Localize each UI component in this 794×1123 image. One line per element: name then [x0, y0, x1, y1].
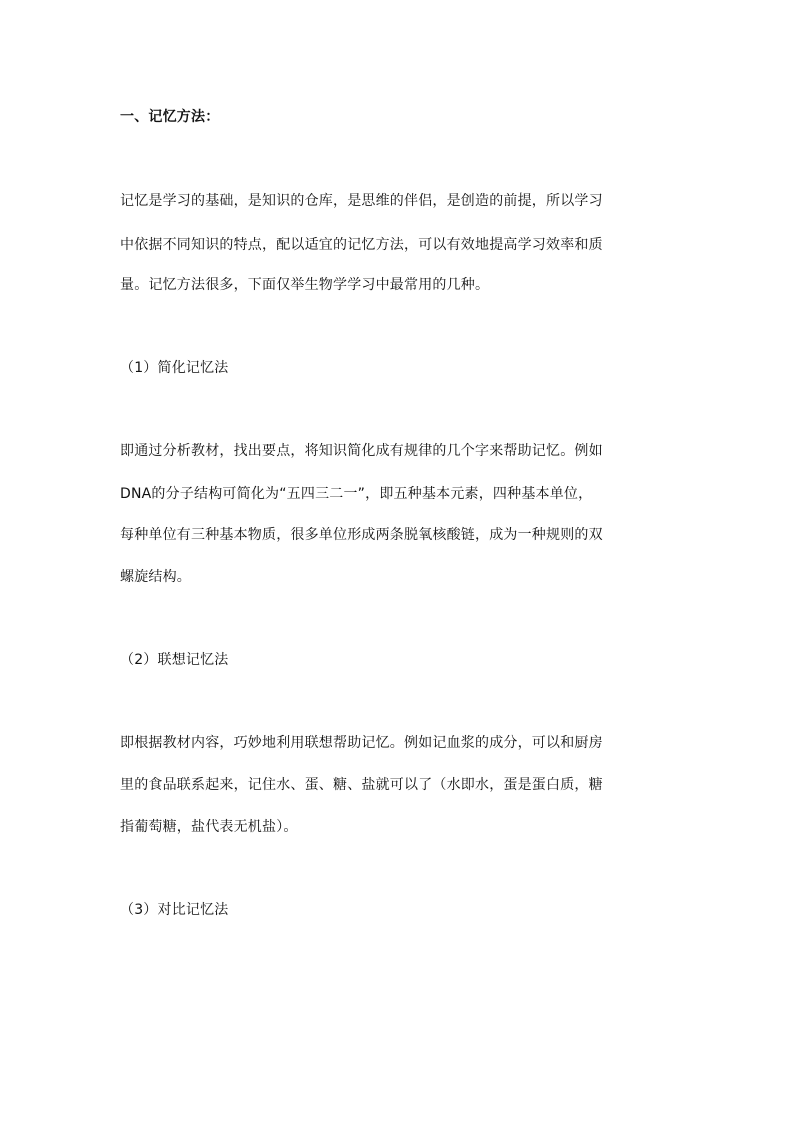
subsection-title-association: （2）联想记忆法 — [120, 652, 229, 668]
association-line-2: 里的食品联系起来，记住水、蛋、糖、盐就可以了（水即水，蛋是蛋白质，糖 — [120, 777, 603, 793]
association-line-1: 即根据教材内容，巧妙地利用联想帮助记忆。例如记血浆的成分，可以和厨房 — [120, 735, 603, 751]
intro-line-2: 中依据不同知识的特点，配以适宜的记忆方法，可以有效地提高学习效率和质 — [120, 237, 603, 253]
association-line-3: 指葡萄糖，盐代表无机盐）。 — [120, 819, 298, 835]
intro-line-3: 量。记忆方法很多，下面仅举生物学学习中最常用的几种。 — [120, 277, 490, 293]
subsection-title-contrast: （3）对比记忆法 — [120, 902, 229, 918]
simplify-line-3: 每种单位有三种基本物质，很多单位形成两条脱氧核酸链，成为一种规则的双 — [120, 527, 603, 543]
subsection-title-simplify: （1）简化记忆法 — [120, 360, 229, 376]
intro-line-1: 记忆是学习的基础，是知识的仓库，是思维的伴侣，是创造的前提，所以学习 — [120, 193, 603, 209]
simplify-line-1: 即通过分析教材，找出要点，将知识简化成有规律的几个字来帮助记忆。例如 — [120, 443, 603, 459]
section-heading: 一、记忆方法： — [120, 109, 220, 125]
simplify-line-2: DNA的分子结构可简化为“五四三二一”，即五种基本元素，四种基本单位， — [120, 486, 593, 502]
simplify-line-4: 螺旋结构。 — [120, 569, 191, 585]
